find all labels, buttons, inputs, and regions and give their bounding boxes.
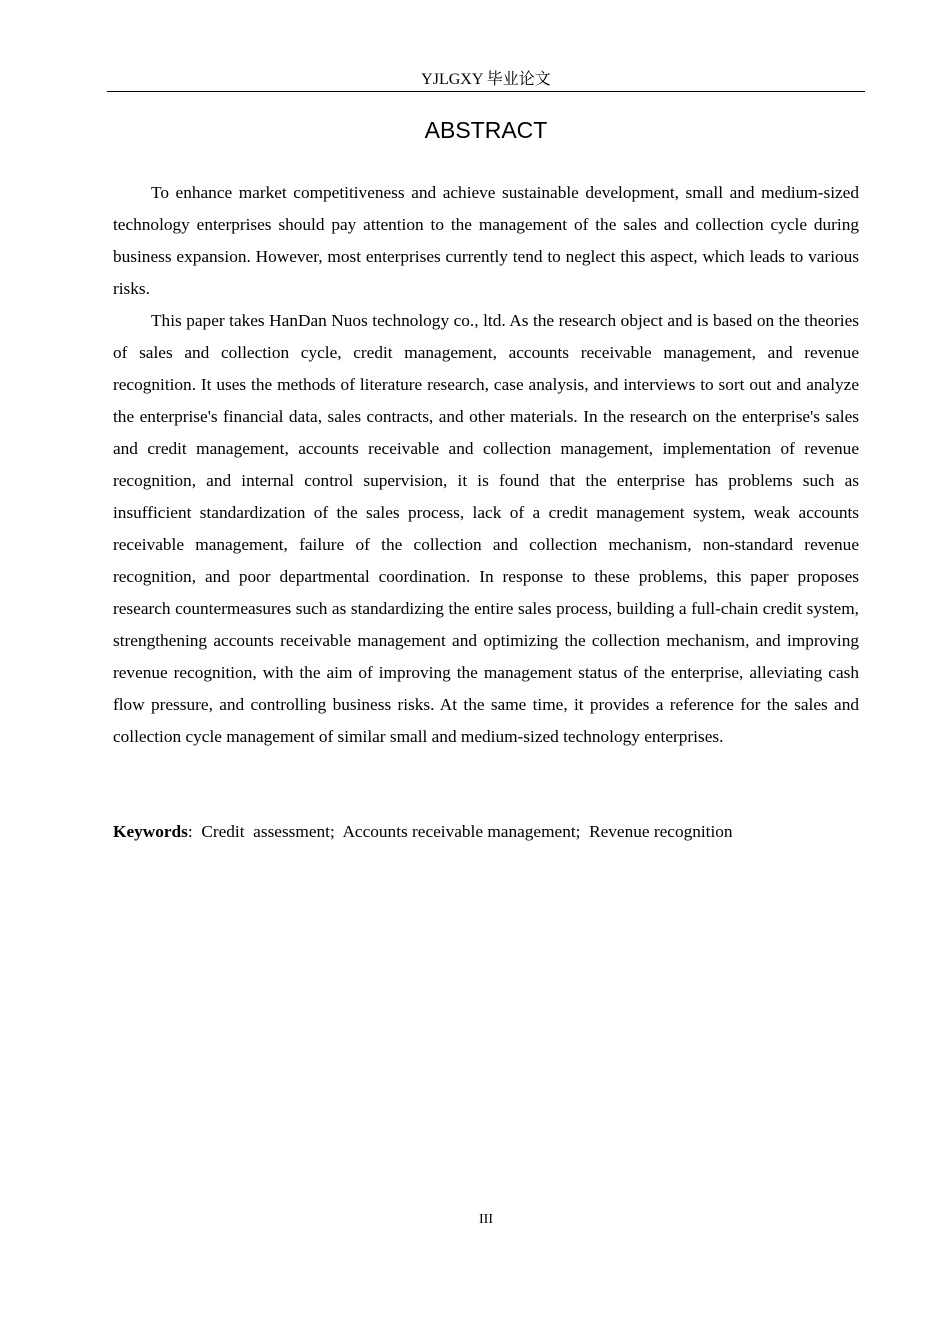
keywords-label: Keywords — [113, 822, 188, 841]
keywords-line — [113, 816, 859, 848]
abstract-paragraph-1: To enhance market competitiveness and achieve sustainable development, small and medium-sized technology enterprises should pay attention to the management of the sales and collection cycle during business expansion. However, most enterprises currently tend to neglect this aspect, which leads to various risks. — [113, 183, 859, 298]
page-number: III — [479, 1212, 493, 1227]
abstract-title: ABSTRACT — [424, 117, 548, 143]
abstract-paragraph-2: This paper takes HanDan Nuos technology co., ltd. As the research object and is based on the theories of sales and collection cycle, credit management, accounts receivable management, and revenue recognition. It uses the methods of literature research, case analysis, and interviews to sort out and analyze the enterprise's financial data, sales contracts, and other materials. In the research on the enterprise's sales and credit management, accounts receivable and collection management, implementation of revenue recognition, and internal control supervision, it is found that the enterprise has problems such as insufficient standardization of the sales process, lack of a credit management system, weak accounts receivable management, failure of the collection and collection mechanism, non-standard revenue recognition, and poor departmental coordination. In response to these problems, this paper proposes research countermeasures such as standardizing the entire sales process, building a full-chain credit system, strengthening accounts receivable management and optimizing the collection mechanism, and improving revenue recognition, with the aim of improving the management status of the enterprise, alleviating cash flow pressure, and controlling business risks. At the same time, it provides a reference for the sales and collection cycle management of similar small and medium-sized technology enterprises. — [113, 311, 859, 746]
running-header: YJLGXY 毕业论文 — [421, 71, 551, 88]
keywords-text: : Credit assessment; Accounts receivable management; Revenue recognition — [187, 822, 733, 841]
header-divider — [107, 91, 865, 92]
abstract-body — [113, 177, 859, 753]
